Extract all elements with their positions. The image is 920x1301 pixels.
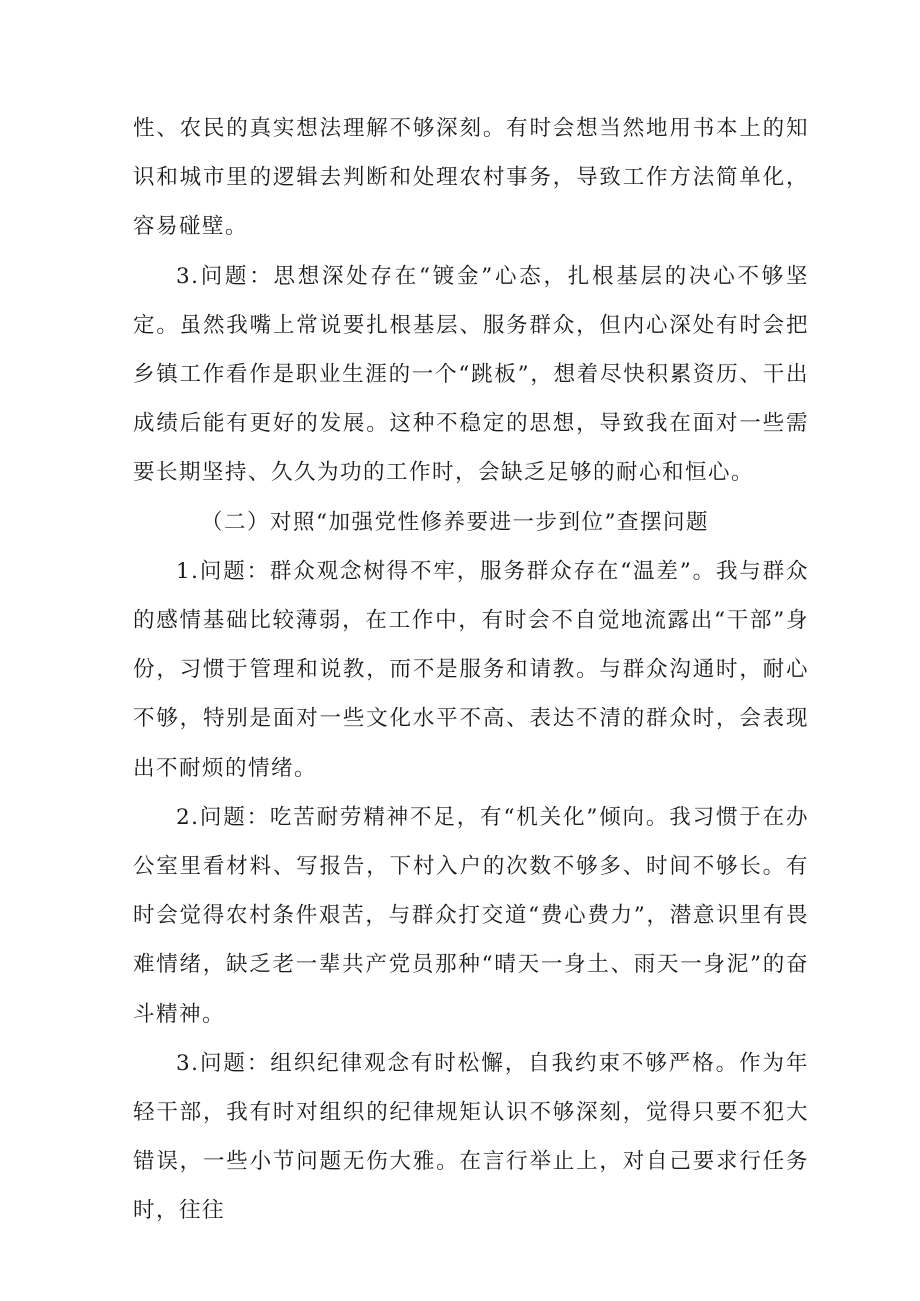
- paragraph-problem-1: 1.问题：群众观念树得不牢，服务群众存在“温差”。我与群众的感情基础比较薄弱，在工作中，有时会不自觉地流露出“干部”身份，习惯于管理和说教，而不是服务和请教。与群众沟通时，耐心不够，特别是面对一些文化水平不高、表达不清的群众时，会表现出不耐烦的情绪。: [133, 558, 809, 781]
- paragraph-problem-3-discipline: 3.问题：组织纪律观念有时松懈，自我约束不够严格。作为年轻干部，我有时对组织的纪律规矩认识不够深刻，觉得只要不犯大错误，一些小节问题无伤大雅。在言行举止上，对自己要求行任务时，往往: [133, 1050, 809, 1224]
- paragraph-problem-2: 2.问题：吃苦耐劳精神不足，有“机关化”倾向。我习惯于在办公室里看材料、写报告，下村入户的次数不够多、时间不够长。有时会觉得农村条件艰苦，与群众打交道“费心费力”，潜意识里有畏难情绪，缺乏老一辈共产党员那种“晴天一身土、雨天一身泥”的奋斗精神。: [133, 804, 809, 1027]
- paragraph-problem-3: 3.问题：思想深处存在“镀金”心态，扎根基层的决心不够坚定。虽然我嘴上常说要扎根基层、服务群众，但内心深处有时会把乡镇工作看作是职业生涯的一个“跳板”，想着尽快积累资历、干出成绩后能有更好的发展。这种不稳定的思想，导致我在面对一些需要长期坚持、久久为功的工作时，会缺乏足够的耐心和恒心。: [133, 263, 809, 486]
- paragraph-continuation: 性、农民的真实想法理解不够深刻。有时会想当然地用书本上的知识和城市里的逻辑去判断和处理农村事务，导致工作方法简单化，容易碰壁。: [133, 116, 809, 240]
- document-body: [133, 104, 809, 1236]
- section-heading: （二）对照“加强党性修养要进一步到位”查摆问题: [201, 509, 709, 535]
